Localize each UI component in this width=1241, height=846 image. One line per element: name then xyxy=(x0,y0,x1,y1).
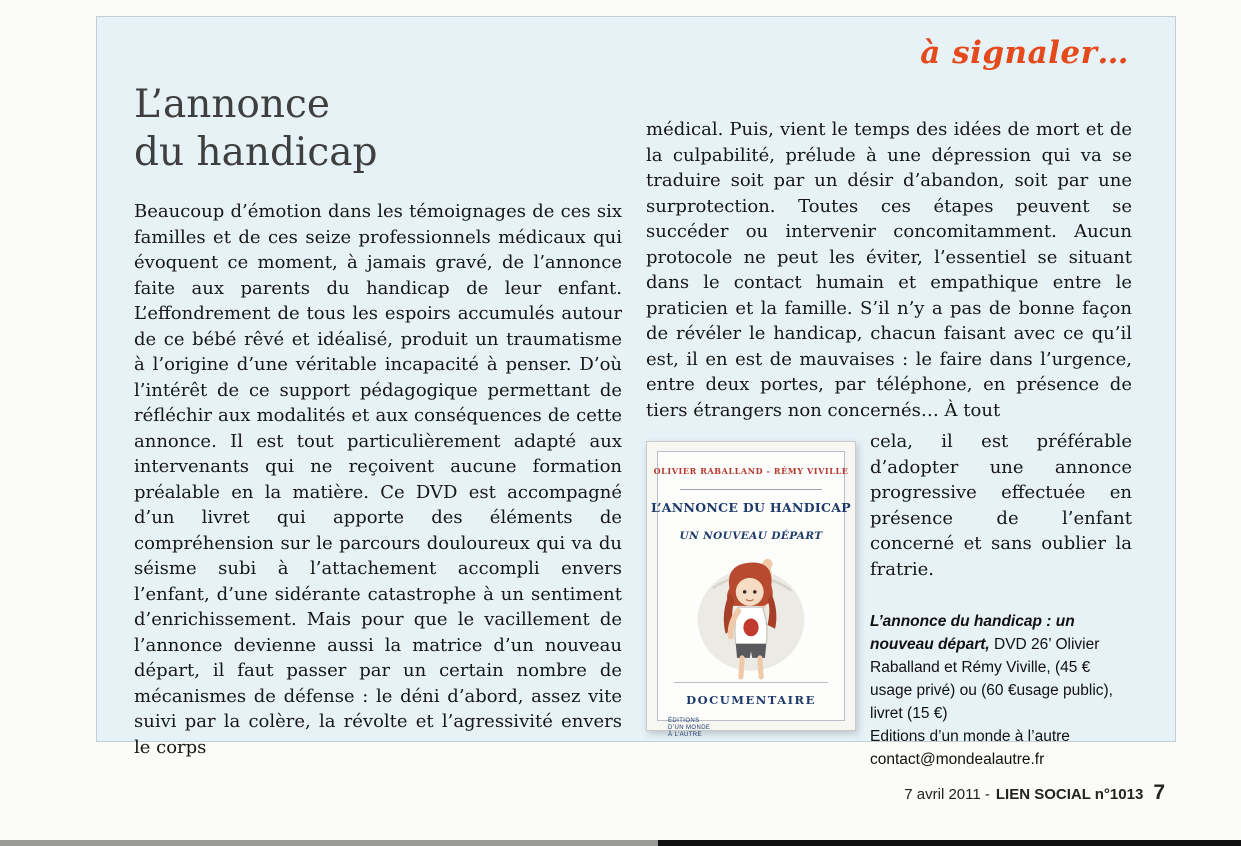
scan-edge-gray xyxy=(0,840,658,846)
dvd-cover-genre: DOCUMENTAIRE xyxy=(674,682,827,714)
dvd-publisher-logo xyxy=(668,718,710,739)
article-column-left: Beaucoup d’émotion dans les témoignages de ces six familles et de ces seize professionnels médicaux qui évoquent ce moment, à jamais gravé, de l’annonce faite aux parents du handicap de leur enfant. L’effondrement de tous les espoirs accumulés autour de ce bébé rêvé et idéalisé, produit un traumatisme à l’origine d’une véritable incapacité à penser. D’où l’intérêt de ce support pédagogique permettant de réfléchir aux modalités et aux conséquences de cette annonce. Il est tout particulièrement adapté aux intervenants qui ne reçoivent aucune formation préalable en la matière. Ce DVD est accompagné d’un livret qui apporte des éléments de compréhension sur le parcours douloureux qui va du séisme subi à l’attachement accompli envers l’enfant, d’une sidérante catastrophe à un sentiment d’enrichissement. Mais pour que le vacillement de l’annonce devienne aussi la matrice d’un nouveau départ, il faut passer par un certain nombre de mécanismes de défense : le déni d’abord, assez vite suivi par la colère, la révolte et l’agressivité envers le corps xyxy=(134,201,622,758)
dvd-cover-illustration xyxy=(664,550,838,682)
scan-edge-black xyxy=(658,840,1241,846)
section-label: à signaler… xyxy=(920,35,1129,71)
footer-page-number: 7 xyxy=(1153,781,1165,804)
wrap-right-column xyxy=(870,427,1132,771)
footer-journal-name: LIEN SOCIAL n°1013 xyxy=(995,786,1144,803)
dvd-publisher-line2: D’UN MONDE xyxy=(668,725,711,731)
dvd-cover-inner xyxy=(651,451,851,738)
dvd-caption-title: L’annonce du handicap : un nouveau départ, xyxy=(870,613,1075,653)
article-panel xyxy=(96,16,1176,768)
dvd-publisher-line3: À L’AUTRE xyxy=(668,732,702,738)
dvd-publisher-line1: ÉDITIONS xyxy=(668,718,700,724)
dvd-cover-subtitle: UN NOUVEAU DÉPART xyxy=(679,530,823,542)
dvd-caption-contact: contact@mondealautre.fr xyxy=(870,751,1045,768)
footer-date: 7 avril 2011 - xyxy=(904,786,990,803)
article-title xyxy=(134,81,377,177)
dvd-cover-authors: OLIVIER RABALLAND - RÉMY VIVILLE xyxy=(653,466,849,476)
page-footer xyxy=(904,781,1165,805)
dvd-cover-title: L’ANNONCE DU HANDICAP xyxy=(651,499,851,515)
scan-edge-strip xyxy=(0,840,1241,846)
article-title-line1: L’annonce xyxy=(134,82,330,127)
dvd-cover xyxy=(646,441,856,738)
article-wrap-text: cela, il est préférable d’adopter une annonce progressive effectuée en présence de l’enfant concerné et sans oublier la fratrie. xyxy=(870,431,1132,580)
dvd-cover-divider xyxy=(680,489,823,490)
dvd-caption-details: DVD 26’ Olivier Raballand et Rémy Viville, (45 € usage privé) ou (60 €usage public), livret (15 €) xyxy=(870,636,1113,722)
article-column-right xyxy=(646,117,1132,771)
dvd-caption-publisher: Editions d’un monde à l’autre xyxy=(870,728,1070,745)
article-title-line2: du handicap xyxy=(134,130,378,175)
article-column-right-text: médical. Puis, vient le temps des idées de mort et de la culpabilité, prélude à une dépression qui va se traduire soit par un désir d’abandon, soit par une surprotection. Toutes ces étapes peuvent se succéder ou intervenir concomitamment. Aucun protocole ne peut les éviter, l’essentiel se situant dans le contact humain et empathique entre le praticien et la famille. S’il n’y a pas de bonne façon de révéler le handicap, chacun faisant avec ce qu’il est, il en est de mauvaises : le faire dans l’urgence, entre deux portes, par téléphone, en présence de tiers étrangers non concernés… À tout xyxy=(646,119,1132,421)
dvd-caption xyxy=(870,610,1132,771)
image-and-wrap-row xyxy=(646,427,1132,771)
